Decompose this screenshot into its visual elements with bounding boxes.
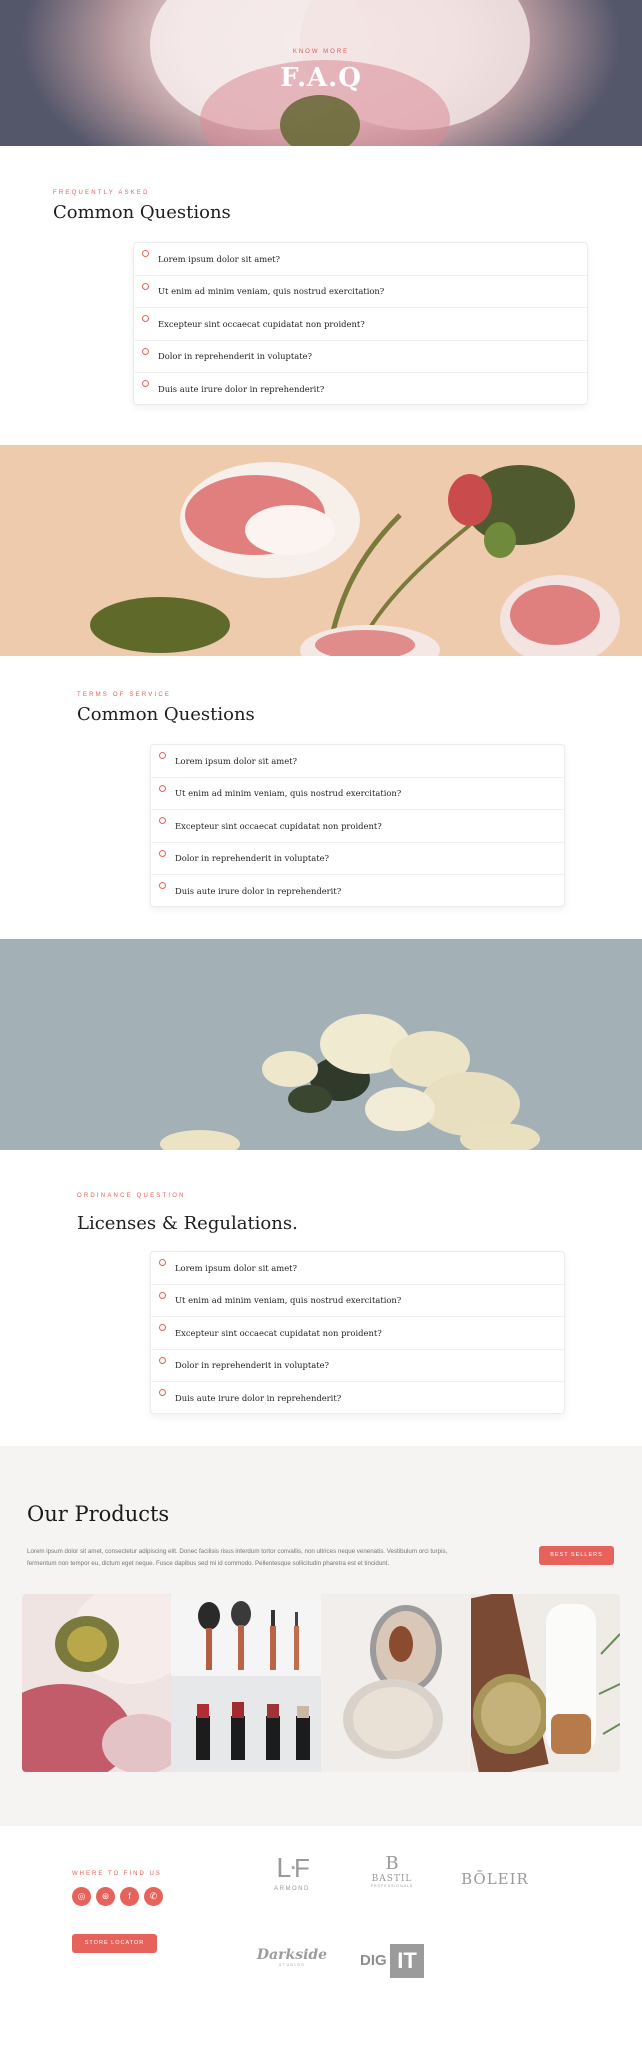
bastil-logo-mark: B <box>385 1853 399 1874</box>
circle-icon <box>159 1259 166 1266</box>
faq-question: Excepteur sint occaecat cupidatat non proident? <box>175 820 382 831</box>
boleir-logo[interactable]: BŌLEIR <box>461 1870 529 1888</box>
products-title: Our Products <box>27 1502 170 1526</box>
faq-question: Ut enim ad minim veniam, quis nostrud exercitation? <box>158 286 385 297</box>
best-sellers-button[interactable]: BEST SELLERS <box>539 1546 614 1565</box>
facebook-icon[interactable]: f <box>120 1887 139 1906</box>
whatsapp-icon[interactable]: ✆ <box>144 1887 163 1906</box>
faq-item[interactable] <box>151 1317 564 1350</box>
carnation-illustration <box>0 445 642 656</box>
page-title: F.A.Q <box>280 63 362 93</box>
darkside-logo-sub: STUDIOS <box>278 1963 306 1967</box>
faq-item[interactable] <box>151 1252 564 1285</box>
hero-banner <box>0 0 642 146</box>
faq-accordion <box>150 1251 565 1414</box>
blossom-illustration <box>0 939 642 1150</box>
circle-icon <box>159 1292 166 1299</box>
section-eyebrow: TERMS OF SERVICE <box>77 692 172 698</box>
section-title: Licenses & Regulations. <box>77 1213 298 1234</box>
faq-item[interactable] <box>134 308 587 341</box>
circle-icon <box>159 817 166 824</box>
darkside-logo[interactable] <box>252 1947 332 1967</box>
brushes-image <box>171 1594 321 1676</box>
section-title: Common Questions <box>53 202 231 223</box>
faq-item[interactable] <box>151 1285 564 1318</box>
faq-question: Dolor in reprehenderit in voluptate? <box>175 853 330 864</box>
faq-question: Lorem ipsum dolor sit amet? <box>175 1262 298 1273</box>
circle-icon <box>142 283 149 290</box>
faq-question: Excepteur sint occaecat cupidatat non proident? <box>175 1327 382 1338</box>
product-image-brushes[interactable] <box>171 1594 321 1676</box>
faq-question: Duis aute irure dolor in reprehenderit? <box>158 384 325 395</box>
product-image-grid <box>22 1594 620 1772</box>
faq-item[interactable] <box>151 875 564 908</box>
store-locator-button[interactable]: STORE LOCATOR <box>72 1934 157 1953</box>
faq-item[interactable] <box>134 373 587 406</box>
faq-item[interactable] <box>134 276 587 309</box>
armond-logo-name: ARMOND <box>274 1886 310 1892</box>
footer <box>0 1826 642 2048</box>
circle-icon <box>159 882 166 889</box>
faq-item[interactable] <box>151 843 564 876</box>
flower-image <box>22 1594 171 1772</box>
faq-question: Lorem ipsum dolor sit amet? <box>158 253 281 264</box>
dribbble-icon[interactable]: ⊛ <box>96 1887 115 1906</box>
circle-icon <box>142 380 149 387</box>
bastil-logo[interactable] <box>362 1854 422 1888</box>
faq-question: Lorem ipsum dolor sit amet? <box>175 755 298 766</box>
circle-icon <box>159 785 166 792</box>
faq-question: Dolor in reprehenderit in voluptate? <box>175 1360 330 1371</box>
compact-image <box>321 1594 471 1772</box>
faq-item[interactable] <box>151 778 564 811</box>
hero-eyebrow: KNOW MORE <box>292 49 350 55</box>
product-image-cream[interactable] <box>471 1594 620 1772</box>
section-title: Common Questions <box>77 704 255 725</box>
products-description: Lorem ipsum dolor sit amet, consectetur adipiscing elit. Donec facilisis risus interdum tortor convallis, non ultrices neque venenatis. Vestibulum orci turpis, fermentum non tempor eu, dictum eget neque. Fusce dapibus sed mi id commodo. Pellentesque sollicitudin pharetra est et tincidunt. <box>27 1548 448 1567</box>
faq-accordion <box>150 744 565 907</box>
circle-icon <box>159 1389 166 1396</box>
circle-icon <box>159 1324 166 1331</box>
faq-section-frequently-asked <box>0 146 642 445</box>
digit-logo-part2: IT <box>390 1944 424 1978</box>
product-image-flower[interactable] <box>22 1594 171 1772</box>
circle-icon <box>159 752 166 759</box>
armond-logo[interactable] <box>262 1854 322 1892</box>
products-section <box>0 1446 642 1826</box>
faq-question: Dolor in reprehenderit in voluptate? <box>158 351 313 362</box>
digit-logo-part1: DIG <box>360 1952 387 1969</box>
cream-image <box>471 1594 620 1772</box>
circle-icon <box>142 348 149 355</box>
darkside-logo-name: Darkside <box>256 1947 328 1963</box>
faq-question: Ut enim ad minim veniam, quis nostrud exercitation? <box>175 1295 402 1306</box>
blossom-image-band <box>0 939 642 1150</box>
faq-item[interactable] <box>151 1350 564 1383</box>
circle-icon <box>159 850 166 857</box>
faq-item[interactable] <box>151 810 564 843</box>
bastil-logo-sub: PROFESSIONALS <box>370 1884 414 1888</box>
faq-question: Excepteur sint occaecat cupidatat non proident? <box>158 318 365 329</box>
faq-question: Ut enim ad minim veniam, quis nostrud exercitation? <box>175 788 402 799</box>
faq-question: Duis aute irure dolor in reprehenderit? <box>175 1393 342 1404</box>
digit-logo[interactable] <box>360 1944 426 1978</box>
circle-icon <box>142 315 149 322</box>
lipsticks-image <box>171 1676 321 1772</box>
footer-eyebrow: WHERE TO FIND US <box>72 1871 162 1877</box>
circle-icon <box>142 250 149 257</box>
instagram-icon[interactable]: ◎ <box>72 1887 91 1906</box>
faq-item[interactable] <box>151 1382 564 1415</box>
faq-section-ordinance <box>0 1150 642 1446</box>
carnation-image-band <box>0 445 642 656</box>
faq-question: Duis aute irure dolor in reprehenderit? <box>175 886 342 897</box>
faq-section-terms-of-service <box>0 656 642 939</box>
armond-logo-mark: ᒷF <box>276 1853 308 1883</box>
faq-accordion <box>133 242 588 405</box>
section-eyebrow: ORDINANCE QUESTION <box>77 1193 186 1199</box>
product-image-compact[interactable] <box>321 1594 471 1772</box>
faq-item[interactable] <box>151 745 564 778</box>
product-image-lipsticks[interactable] <box>171 1676 321 1772</box>
bastil-logo-name: BASTIL <box>371 1874 413 1884</box>
faq-item[interactable] <box>134 243 587 276</box>
section-eyebrow: FREQUENTLY ASKED <box>53 190 150 196</box>
faq-item[interactable] <box>134 341 587 374</box>
circle-icon <box>159 1357 166 1364</box>
